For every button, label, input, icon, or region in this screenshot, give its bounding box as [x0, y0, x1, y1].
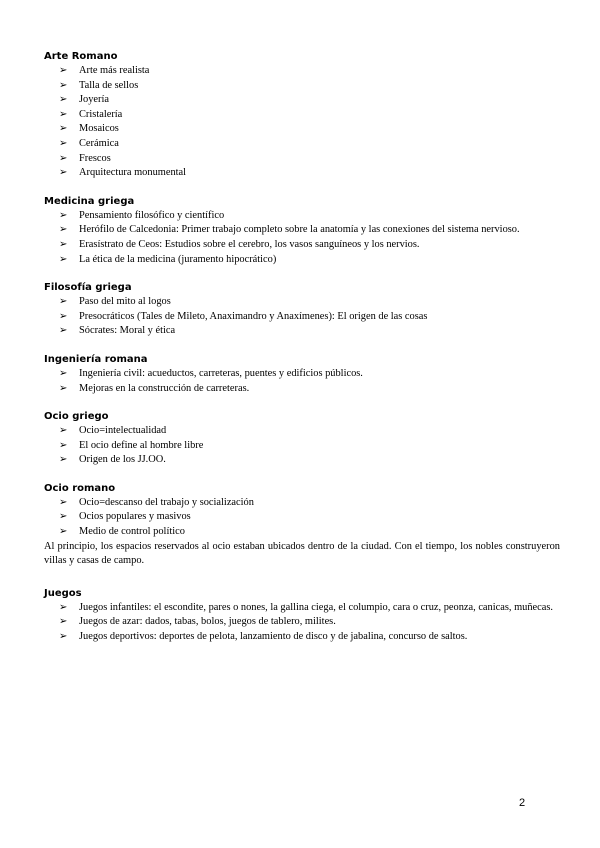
arrow-bullet-icon: ➢	[59, 152, 68, 164]
section-ocio-romano	[44, 482, 560, 569]
list-item: ➢ Ocio=intelectualidad	[44, 424, 560, 439]
list-item: ➢ Juegos infantiles: el escondite, pares o nones, la gallina ciega, el columpio, cara o cruz, peonza, canicas, muñecas.	[44, 601, 560, 616]
arrow-bullet-icon: ➢	[59, 367, 68, 379]
list-item: ➢ Origen de los JJ.OO.	[44, 453, 560, 468]
list-item: ➢ Juegos deportivos: deportes de pelota, lanzamiento de disco y de jabalina, concurso de saltos.	[44, 630, 560, 645]
arrow-bullet-icon: ➢	[59, 123, 68, 135]
arrow-bullet-icon: ➢	[59, 296, 68, 308]
list-item: ➢ Ingeniería civil: acueductos, carreteras, puentes y edificios públicos.	[44, 367, 560, 382]
list-item: ➢ El ocio define al hombre libre	[44, 439, 560, 454]
bullet-list	[44, 64, 560, 181]
list-item: ➢ Arte más realista	[44, 64, 560, 79]
section-heading: Arte Romano	[44, 51, 118, 62]
bullet-list	[44, 295, 560, 339]
section-arte-romano	[44, 50, 560, 181]
list-item: ➢ Herófilo de Calcedonia: Primer trabajo completo sobre la anatomía y las conexiones del sistema nervioso.	[44, 223, 560, 238]
section-heading: Juegos	[44, 587, 82, 599]
list-item: ➢ Frescos	[44, 152, 560, 167]
section-heading: Ocio griego	[44, 411, 109, 423]
arrow-bullet-icon: ➢	[59, 94, 68, 106]
arrow-bullet-icon: ➢	[59, 454, 68, 466]
list-item: ➢ Sócrates: Moral y ética	[44, 324, 560, 339]
arrow-bullet-icon: ➢	[59, 382, 68, 394]
arrow-bullet-icon: ➢	[59, 425, 68, 437]
arrow-bullet-icon: ➢	[59, 108, 68, 120]
arrow-bullet-icon: ➢	[59, 167, 68, 179]
section-medicina-griega	[44, 195, 560, 267]
section-ocio-griego	[44, 410, 560, 468]
list-item: ➢ Joyería	[44, 93, 560, 108]
section-juegos	[44, 587, 560, 645]
list-item: ➢ La ética de la medicina (juramento hipocrático)	[44, 253, 560, 268]
arrow-bullet-icon: ➢	[59, 224, 68, 236]
bullet-list	[44, 209, 560, 267]
list-item: ➢ Cerámica	[44, 137, 560, 152]
list-item: ➢ Cristalería	[44, 108, 560, 123]
list-item: ➢ Medio de control político	[44, 525, 560, 540]
arrow-bullet-icon: ➢	[59, 238, 68, 250]
arrow-bullet-icon: ➢	[59, 310, 68, 322]
list-item: ➢ Paso del mito al logos	[44, 295, 560, 310]
bullet-list	[44, 367, 560, 396]
arrow-bullet-icon: ➢	[59, 209, 68, 221]
arrow-bullet-icon: ➢	[59, 325, 68, 337]
arrow-bullet-icon: ➢	[59, 79, 68, 91]
arrow-bullet-icon: ➢	[59, 439, 68, 451]
section-heading: Medicina griega	[44, 195, 135, 207]
list-item: ➢ Mejoras en la construcción de carreteras.	[44, 382, 560, 397]
section-paragraph: Al principio, los espacios reservados al ocio estaban ubicados dentro de la ciudad. Con el tiempo, los nobles construyeron villas y casas de campo.	[44, 540, 560, 567]
arrow-bullet-icon: ➢	[59, 496, 68, 508]
list-item: ➢ Erasístrato de Ceos: Estudios sobre el cerebro, los vasos sanguíneos y los nervios.	[44, 238, 560, 253]
arrow-bullet-icon: ➢	[59, 526, 68, 538]
arrow-bullet-icon: ➢	[59, 511, 68, 523]
section-filosofia-griega	[44, 281, 560, 339]
list-item: ➢ Talla de sellos	[44, 79, 560, 94]
list-item: ➢ Mosaicos	[44, 122, 560, 137]
document-body	[44, 50, 560, 659]
arrow-bullet-icon: ➢	[59, 616, 68, 628]
bullet-list	[44, 424, 560, 468]
bullet-list	[44, 601, 560, 645]
section-heading: Filosofía griega	[44, 282, 132, 294]
arrow-bullet-icon: ➢	[59, 601, 68, 613]
section-ingenieria-romana	[44, 353, 560, 396]
list-item: ➢ Ocio=descanso del trabajo y socialización	[44, 496, 560, 511]
page-number: 2	[519, 797, 526, 809]
arrow-bullet-icon: ➢	[59, 631, 68, 643]
section-heading: Ocio romano	[44, 482, 116, 494]
arrow-bullet-icon: ➢	[59, 137, 68, 149]
list-item: ➢ Ocios populares y masivos	[44, 510, 560, 525]
list-item: ➢ Pensamiento filosófico y científico	[44, 209, 560, 224]
arrow-bullet-icon: ➢	[59, 253, 68, 265]
section-heading: Ingeniería romana	[44, 353, 148, 365]
list-item: ➢ Juegos de azar: dados, tabas, bolos, juegos de tablero, milites.	[44, 615, 560, 630]
arrow-bullet-icon: ➢	[59, 65, 68, 76]
bullet-list	[44, 496, 560, 540]
list-item: ➢ Presocráticos (Tales de Mileto, Anaximandro y Anaxímenes): El origen de las cosas	[44, 310, 560, 325]
list-item: ➢ Arquitectura monumental	[44, 166, 560, 181]
